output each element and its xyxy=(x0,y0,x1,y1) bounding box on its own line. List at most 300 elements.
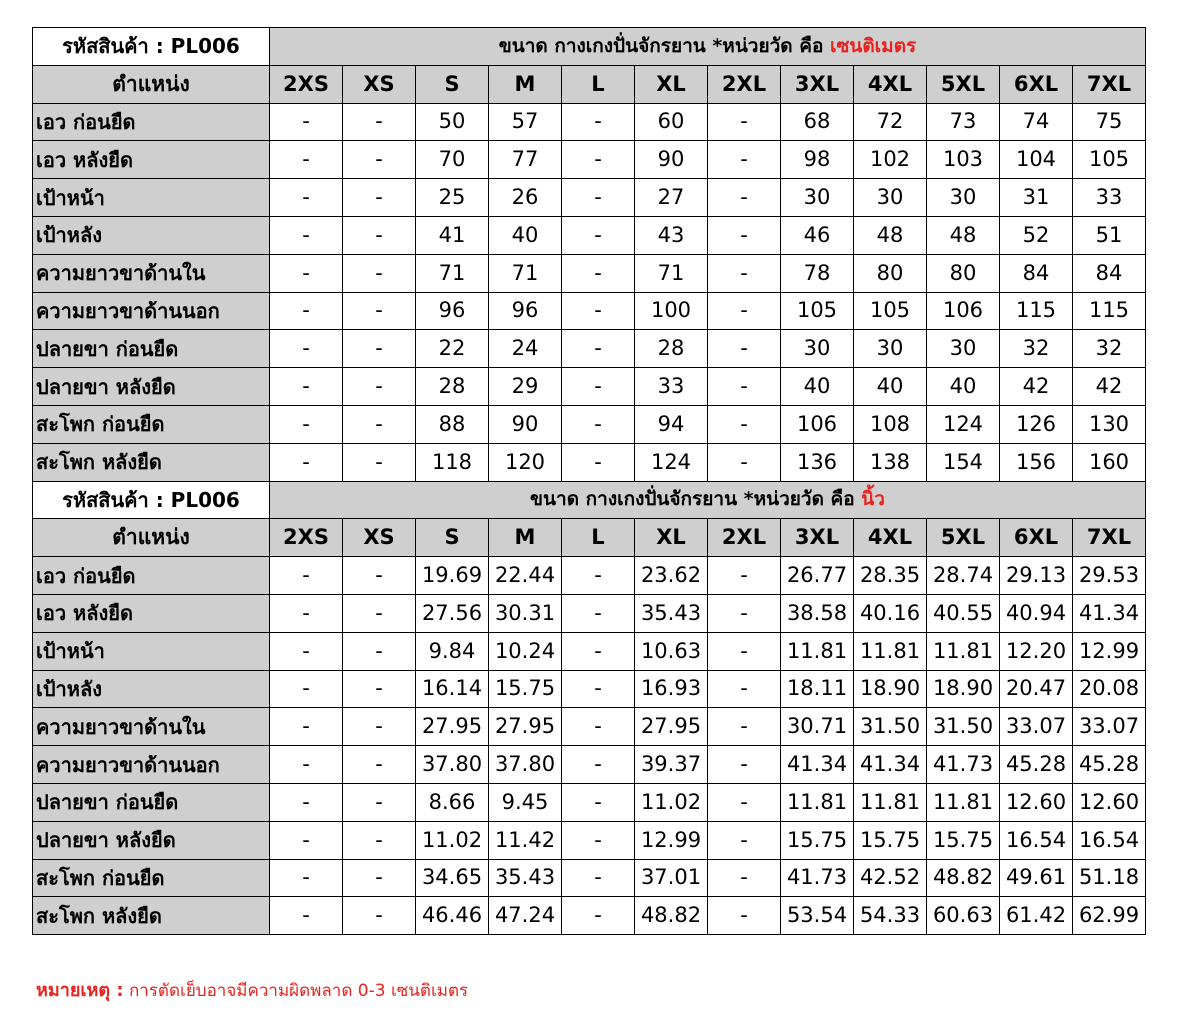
measurement-value: 78 xyxy=(781,254,854,292)
measurement-value: 106 xyxy=(927,292,1000,330)
measurement-label: ปลายขา ก่อนยืด xyxy=(33,330,270,368)
measurement-value: 28.35 xyxy=(854,557,927,595)
table-row xyxy=(33,292,1146,330)
measurement-value: 43 xyxy=(635,216,708,254)
table-row xyxy=(33,821,1146,859)
measurement-value: - xyxy=(270,443,343,481)
measurement-value: 130 xyxy=(1073,405,1146,443)
measurement-value: - xyxy=(562,708,635,746)
measurement-label: เป้าหน้า xyxy=(33,632,270,670)
measurement-value: 46 xyxy=(781,216,854,254)
measurement-value: 10.24 xyxy=(489,632,562,670)
measurement-value: 136 xyxy=(781,443,854,481)
measurement-value: 30 xyxy=(927,179,1000,217)
measurement-value: 23.62 xyxy=(635,557,708,595)
measurement-value: 71 xyxy=(416,254,489,292)
measurement-value: 68 xyxy=(781,103,854,141)
measurement-value: 11.81 xyxy=(927,632,1000,670)
measurement-value: - xyxy=(708,897,781,935)
measurement-value: 32 xyxy=(1073,330,1146,368)
size-header: S xyxy=(416,519,489,557)
measurement-value: - xyxy=(562,821,635,859)
measurement-value: 94 xyxy=(635,405,708,443)
measurement-value: 60 xyxy=(635,103,708,141)
measurement-value: 48.82 xyxy=(927,859,1000,897)
measurement-value: 40 xyxy=(927,368,1000,406)
measurement-value: 11.02 xyxy=(635,783,708,821)
table-title xyxy=(270,28,1146,66)
footnote xyxy=(36,975,468,1004)
measurement-value: - xyxy=(270,594,343,632)
measurement-value: - xyxy=(708,859,781,897)
measurement-label: เป้าหน้า xyxy=(33,179,270,217)
measurement-value: 11.42 xyxy=(489,821,562,859)
measurement-value: - xyxy=(708,783,781,821)
table-row xyxy=(33,897,1146,935)
measurement-value: - xyxy=(562,292,635,330)
measurement-value: - xyxy=(708,368,781,406)
table-title-text: ขนาด กางเกงปั่นจักรยาน *หน่วยวัด คือ xyxy=(498,34,830,57)
measurement-value: 90 xyxy=(635,141,708,179)
measurement-value: 11.02 xyxy=(416,821,489,859)
table-row xyxy=(33,746,1146,784)
measurement-value: - xyxy=(270,141,343,179)
measurement-value: 22.44 xyxy=(489,557,562,595)
measurement-value: 15.75 xyxy=(854,821,927,859)
measurement-value: 30 xyxy=(854,179,927,217)
measurement-value: 160 xyxy=(1073,443,1146,481)
measurement-value: 40.94 xyxy=(1000,594,1073,632)
size-chart-sheet xyxy=(32,27,1146,935)
measurement-value: 105 xyxy=(781,292,854,330)
measurement-value: 40.16 xyxy=(854,594,927,632)
measurement-value: 45.28 xyxy=(1000,746,1073,784)
size-header-row xyxy=(33,519,1146,557)
measurement-value: - xyxy=(270,632,343,670)
measurement-value: 11.81 xyxy=(854,783,927,821)
measurement-value: - xyxy=(708,216,781,254)
measurement-value: 12.99 xyxy=(1073,632,1146,670)
measurement-value: 71 xyxy=(489,254,562,292)
measurement-value: 156 xyxy=(1000,443,1073,481)
measurement-value: - xyxy=(343,632,416,670)
table-row xyxy=(33,594,1146,632)
measurement-value: 46.46 xyxy=(416,897,489,935)
size-header: L xyxy=(562,65,635,103)
measurement-value: 105 xyxy=(854,292,927,330)
measurement-value: 37.80 xyxy=(416,746,489,784)
measurement-value: - xyxy=(562,670,635,708)
measurement-value: 33 xyxy=(1073,179,1146,217)
measurement-value: 35.43 xyxy=(489,859,562,897)
measurement-value: 20.47 xyxy=(1000,670,1073,708)
measurement-label: เอว ก่อนยืด xyxy=(33,103,270,141)
measurement-value: - xyxy=(708,141,781,179)
measurement-label: ความยาวขาด้านนอก xyxy=(33,292,270,330)
measurement-value: 37.80 xyxy=(489,746,562,784)
size-header: 2XS xyxy=(270,519,343,557)
measurement-value: 96 xyxy=(416,292,489,330)
measurement-value: - xyxy=(562,557,635,595)
measurement-value: 11.81 xyxy=(781,783,854,821)
size-header: 7XL xyxy=(1073,65,1146,103)
measurement-value: - xyxy=(270,557,343,595)
measurement-value: 48.82 xyxy=(635,897,708,935)
size-header: 6XL xyxy=(1000,519,1073,557)
measurement-label: สะโพก ก่อนยืด xyxy=(33,859,270,897)
measurement-value: 41.34 xyxy=(1073,594,1146,632)
measurement-value: - xyxy=(270,859,343,897)
measurement-value: 9.45 xyxy=(489,783,562,821)
measurement-value: 39.37 xyxy=(635,746,708,784)
measurement-value: 40 xyxy=(489,216,562,254)
measurement-value: 27 xyxy=(635,179,708,217)
measurement-label: สะโพก หลังยืด xyxy=(33,443,270,481)
measurement-value: - xyxy=(343,594,416,632)
measurement-value: - xyxy=(343,216,416,254)
measurement-value: 40 xyxy=(781,368,854,406)
measurement-value: 124 xyxy=(635,443,708,481)
measurement-value: - xyxy=(708,443,781,481)
measurement-value: 105 xyxy=(1073,141,1146,179)
table-row xyxy=(33,670,1146,708)
measurement-value: 18.90 xyxy=(854,670,927,708)
table-row xyxy=(33,216,1146,254)
measurement-value: 84 xyxy=(1000,254,1073,292)
measurement-value: 73 xyxy=(927,103,1000,141)
measurement-value: - xyxy=(270,405,343,443)
product-code: รหัสสินค้า : PL006 xyxy=(33,28,270,66)
measurement-value: 29 xyxy=(489,368,562,406)
size-header: XL xyxy=(635,65,708,103)
footnote-label: หมายเหตุ : xyxy=(36,980,124,1001)
measurement-value: 16.54 xyxy=(1073,821,1146,859)
measurement-value: 75 xyxy=(1073,103,1146,141)
measurement-value: 84 xyxy=(1073,254,1146,292)
measurement-value: 27.56 xyxy=(416,594,489,632)
measurement-value: 154 xyxy=(927,443,1000,481)
measurement-value: 102 xyxy=(854,141,927,179)
measurement-value: 24 xyxy=(489,330,562,368)
measurement-value: 9.84 xyxy=(416,632,489,670)
table-row xyxy=(33,443,1146,481)
measurement-value: 138 xyxy=(854,443,927,481)
measurement-value: 30 xyxy=(927,330,1000,368)
table-row xyxy=(33,405,1146,443)
size-header: S xyxy=(416,65,489,103)
measurement-value: - xyxy=(708,179,781,217)
measurement-value: - xyxy=(343,708,416,746)
measurement-label: ความยาวขาด้านใน xyxy=(33,254,270,292)
measurement-value: 28 xyxy=(416,368,489,406)
measurement-value: 41.73 xyxy=(781,859,854,897)
measurement-value: 52 xyxy=(1000,216,1073,254)
measurement-value: 18.11 xyxy=(781,670,854,708)
table-row xyxy=(33,141,1146,179)
unit-label: นิ้ว xyxy=(861,488,885,511)
measurement-value: - xyxy=(708,557,781,595)
measurement-value: 54.33 xyxy=(854,897,927,935)
measurement-value: 49.61 xyxy=(1000,859,1073,897)
measurement-value: - xyxy=(708,821,781,859)
measurement-value: - xyxy=(270,746,343,784)
size-header: XS xyxy=(343,519,416,557)
measurement-value: 80 xyxy=(927,254,1000,292)
measurement-value: - xyxy=(343,443,416,481)
measurement-value: 60.63 xyxy=(927,897,1000,935)
size-chart-table xyxy=(32,27,1146,935)
measurement-label: ปลายขา ก่อนยืด xyxy=(33,783,270,821)
measurement-value: - xyxy=(708,103,781,141)
measurement-value: - xyxy=(343,405,416,443)
measurement-value: 61.42 xyxy=(1000,897,1073,935)
measurement-value: 47.24 xyxy=(489,897,562,935)
measurement-value: 16.54 xyxy=(1000,821,1073,859)
measurement-value: 120 xyxy=(489,443,562,481)
measurement-value: 70 xyxy=(416,141,489,179)
measurement-value: 104 xyxy=(1000,141,1073,179)
measurement-value: - xyxy=(562,368,635,406)
measurement-label: เป้าหลัง xyxy=(33,216,270,254)
table-row xyxy=(33,632,1146,670)
measurement-value: 12.99 xyxy=(635,821,708,859)
measurement-value: 50 xyxy=(416,103,489,141)
measurement-value: - xyxy=(270,216,343,254)
measurement-value: 12.60 xyxy=(1000,783,1073,821)
measurement-value: 42 xyxy=(1073,368,1146,406)
measurement-value: 41.34 xyxy=(854,746,927,784)
table-title-row xyxy=(33,28,1146,66)
measurement-value: - xyxy=(270,670,343,708)
measurement-label: ความยาวขาด้านใน xyxy=(33,708,270,746)
measurement-value: 51 xyxy=(1073,216,1146,254)
measurement-value: 115 xyxy=(1073,292,1146,330)
size-header: 2XL xyxy=(708,519,781,557)
size-header: 7XL xyxy=(1073,519,1146,557)
size-header: 3XL xyxy=(781,519,854,557)
measurement-value: 20.08 xyxy=(1073,670,1146,708)
table-title-row xyxy=(33,481,1146,519)
measurement-value: - xyxy=(562,859,635,897)
measurement-value: - xyxy=(270,897,343,935)
size-header: 4XL xyxy=(854,65,927,103)
measurement-value: - xyxy=(343,254,416,292)
measurement-value: 12.20 xyxy=(1000,632,1073,670)
measurement-value: 33 xyxy=(635,368,708,406)
measurement-value: 126 xyxy=(1000,405,1073,443)
measurement-value: - xyxy=(562,141,635,179)
measurement-value: - xyxy=(562,179,635,217)
measurement-value: 26 xyxy=(489,179,562,217)
table-row xyxy=(33,708,1146,746)
measurement-value: - xyxy=(343,783,416,821)
measurement-value: - xyxy=(270,330,343,368)
measurement-value: 32 xyxy=(1000,330,1073,368)
measurement-value: - xyxy=(562,897,635,935)
measurement-value: 33.07 xyxy=(1000,708,1073,746)
measurement-value: 27.95 xyxy=(635,708,708,746)
measurement-value: - xyxy=(562,443,635,481)
measurement-value: - xyxy=(708,708,781,746)
measurement-value: - xyxy=(270,368,343,406)
product-code: รหัสสินค้า : PL006 xyxy=(33,481,270,519)
size-header: 3XL xyxy=(781,65,854,103)
measurement-value: 77 xyxy=(489,141,562,179)
size-header: 2XL xyxy=(708,65,781,103)
measurement-value: - xyxy=(708,254,781,292)
measurement-value: 18.90 xyxy=(927,670,1000,708)
table-row xyxy=(33,330,1146,368)
measurement-label: สะโพก หลังยืด xyxy=(33,897,270,935)
measurement-value: 80 xyxy=(854,254,927,292)
table-row xyxy=(33,254,1146,292)
measurement-value: 40.55 xyxy=(927,594,1000,632)
table-row xyxy=(33,859,1146,897)
measurement-value: 98 xyxy=(781,141,854,179)
measurement-value: - xyxy=(343,141,416,179)
measurement-value: 118 xyxy=(416,443,489,481)
measurement-value: 16.93 xyxy=(635,670,708,708)
measurement-value: - xyxy=(343,670,416,708)
measurement-value: 100 xyxy=(635,292,708,330)
measurement-value: - xyxy=(343,746,416,784)
measurement-value: 41 xyxy=(416,216,489,254)
measurement-value: - xyxy=(708,594,781,632)
measurement-value: 62.99 xyxy=(1073,897,1146,935)
measurement-value: - xyxy=(343,557,416,595)
measurement-value: - xyxy=(562,783,635,821)
measurement-value: 35.43 xyxy=(635,594,708,632)
measurement-value: - xyxy=(562,405,635,443)
measurement-value: 31 xyxy=(1000,179,1073,217)
measurement-value: - xyxy=(708,405,781,443)
measurement-value: 38.58 xyxy=(781,594,854,632)
measurement-value: - xyxy=(343,859,416,897)
measurement-value: 28.74 xyxy=(927,557,1000,595)
measurement-value: 31.50 xyxy=(854,708,927,746)
position-header: ตำแหน่ง xyxy=(33,519,270,557)
size-header: 5XL xyxy=(927,519,1000,557)
measurement-value: 8.66 xyxy=(416,783,489,821)
measurement-value: - xyxy=(343,368,416,406)
measurement-value: - xyxy=(562,632,635,670)
size-header: 2XS xyxy=(270,65,343,103)
measurement-value: 11.81 xyxy=(927,783,1000,821)
measurement-label: สะโพก ก่อนยืด xyxy=(33,405,270,443)
size-header: 6XL xyxy=(1000,65,1073,103)
size-header: XL xyxy=(635,519,708,557)
measurement-value: - xyxy=(708,292,781,330)
measurement-value: 15.75 xyxy=(927,821,1000,859)
measurement-value: - xyxy=(562,746,635,784)
measurement-value: 11.81 xyxy=(854,632,927,670)
measurement-value: 29.53 xyxy=(1073,557,1146,595)
measurement-value: 15.75 xyxy=(781,821,854,859)
measurement-value: - xyxy=(562,216,635,254)
measurement-value: 30 xyxy=(781,179,854,217)
size-header-row xyxy=(33,65,1146,103)
position-header: ตำแหน่ง xyxy=(33,65,270,103)
measurement-value: 30.71 xyxy=(781,708,854,746)
measurement-value: - xyxy=(708,670,781,708)
table-title-text: ขนาด กางเกงปั่นจักรยาน *หน่วยวัด คือ xyxy=(530,488,862,511)
table-row xyxy=(33,783,1146,821)
measurement-value: 53.54 xyxy=(781,897,854,935)
measurement-value: - xyxy=(343,330,416,368)
measurement-value: - xyxy=(708,330,781,368)
measurement-value: 11.81 xyxy=(781,632,854,670)
measurement-value: 25 xyxy=(416,179,489,217)
measurement-value: 74 xyxy=(1000,103,1073,141)
measurement-label: เอว หลังยืด xyxy=(33,594,270,632)
table-row xyxy=(33,179,1146,217)
measurement-value: - xyxy=(343,292,416,330)
measurement-value: - xyxy=(270,254,343,292)
measurement-value: 96 xyxy=(489,292,562,330)
measurement-value: - xyxy=(270,292,343,330)
measurement-value: 41.73 xyxy=(927,746,1000,784)
measurement-label: ปลายขา หลังยืด xyxy=(33,368,270,406)
measurement-value: - xyxy=(270,708,343,746)
measurement-value: 57 xyxy=(489,103,562,141)
table-row xyxy=(33,103,1146,141)
unit-label: เซนติเมตร xyxy=(829,34,917,57)
table-title xyxy=(270,481,1146,519)
measurement-value: 29.13 xyxy=(1000,557,1073,595)
measurement-label: ปลายขา หลังยืด xyxy=(33,821,270,859)
measurement-value: 41.34 xyxy=(781,746,854,784)
measurement-value: 37.01 xyxy=(635,859,708,897)
measurement-value: - xyxy=(270,179,343,217)
measurement-value: 72 xyxy=(854,103,927,141)
table-row xyxy=(33,368,1146,406)
measurement-value: - xyxy=(562,330,635,368)
measurement-value: 42.52 xyxy=(854,859,927,897)
size-header: L xyxy=(562,519,635,557)
measurement-label: เป้าหลัง xyxy=(33,670,270,708)
measurement-value: 33.07 xyxy=(1073,708,1146,746)
measurement-value: 106 xyxy=(781,405,854,443)
measurement-value: 15.75 xyxy=(489,670,562,708)
size-header: XS xyxy=(343,65,416,103)
measurement-value: 40 xyxy=(854,368,927,406)
size-header: 5XL xyxy=(927,65,1000,103)
measurement-value: 12.60 xyxy=(1073,783,1146,821)
measurement-value: - xyxy=(562,103,635,141)
measurement-value: 30.31 xyxy=(489,594,562,632)
measurement-value: 45.28 xyxy=(1073,746,1146,784)
measurement-value: 26.77 xyxy=(781,557,854,595)
measurement-value: 10.63 xyxy=(635,632,708,670)
measurement-value: 48 xyxy=(854,216,927,254)
measurement-value: - xyxy=(343,103,416,141)
size-header: M xyxy=(489,65,562,103)
measurement-value: 108 xyxy=(854,405,927,443)
measurement-value: - xyxy=(343,897,416,935)
measurement-value: 71 xyxy=(635,254,708,292)
measurement-value: 51.18 xyxy=(1073,859,1146,897)
measurement-value: 22 xyxy=(416,330,489,368)
measurement-value: - xyxy=(270,103,343,141)
measurement-label: เอว หลังยืด xyxy=(33,141,270,179)
measurement-value: - xyxy=(708,746,781,784)
measurement-value: - xyxy=(562,594,635,632)
measurement-value: - xyxy=(270,783,343,821)
measurement-value: - xyxy=(270,821,343,859)
measurement-value: 42 xyxy=(1000,368,1073,406)
size-header: M xyxy=(489,519,562,557)
measurement-value: 19.69 xyxy=(416,557,489,595)
